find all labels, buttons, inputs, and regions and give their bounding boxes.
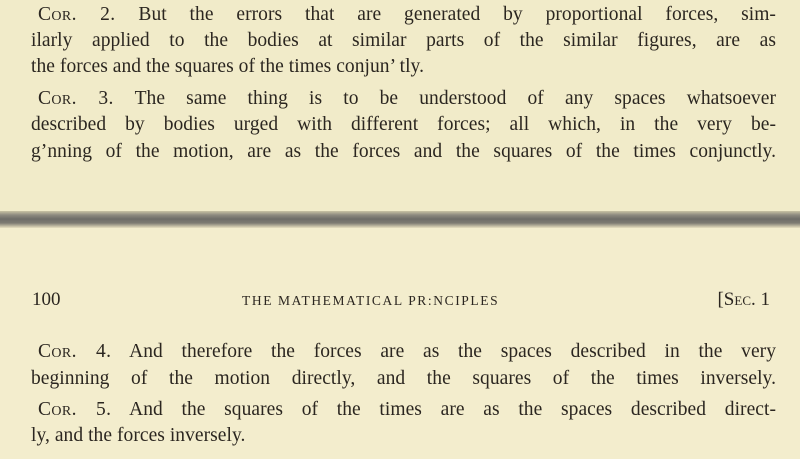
cor5-line-1: [10, 398, 776, 422]
section-mark: [Sec. 1: [717, 289, 770, 310]
page-number: 100: [32, 289, 61, 310]
cor5-line-2: ly, and the forces inversely.: [31, 425, 246, 446]
cor3-text-1: The same thing is to be understood of any spaces whatsoever: [134, 88, 776, 109]
cor2-line-2: ilarly applied to the bodies at similar parts of the similar figures, are as: [31, 30, 776, 51]
cor5-label: Cor. 5.: [38, 399, 112, 420]
cor2-label: Cor. 2.: [38, 4, 116, 25]
cor3-line-2: described by bodies urged with different forces; all which, in the very be-: [31, 114, 776, 135]
cor2-line-1: [10, 3, 776, 27]
page-divider: [0, 211, 800, 228]
cor4-label: Cor. 4.: [38, 341, 112, 362]
cor2-line-3: the forces and the squares of the times conjun’ tly.: [31, 56, 425, 77]
cor3-label: Cor. 3.: [38, 88, 114, 109]
header-title: THE MATHEMATICAL PR:NCIPLES: [242, 293, 500, 308]
cor3-line-3: g’nning of the motion, are as the forces and the squares of the times conjunctly.: [31, 141, 776, 162]
cor3-line-1: [10, 87, 776, 111]
cor4-line-2: beginning of the motion directly, and the squares of the times inversely.: [31, 368, 776, 389]
cor2-text-1: But the errors that are generated by proportional forces, sim-: [138, 4, 776, 25]
cor4-line-1: [10, 340, 776, 364]
cor4-text-1: And therefore the forces are as the spaces described in the very: [129, 341, 776, 362]
running-head: [0, 288, 800, 312]
cor5-text-1: And the squares of the times are as the spaces described direct-: [129, 399, 777, 420]
